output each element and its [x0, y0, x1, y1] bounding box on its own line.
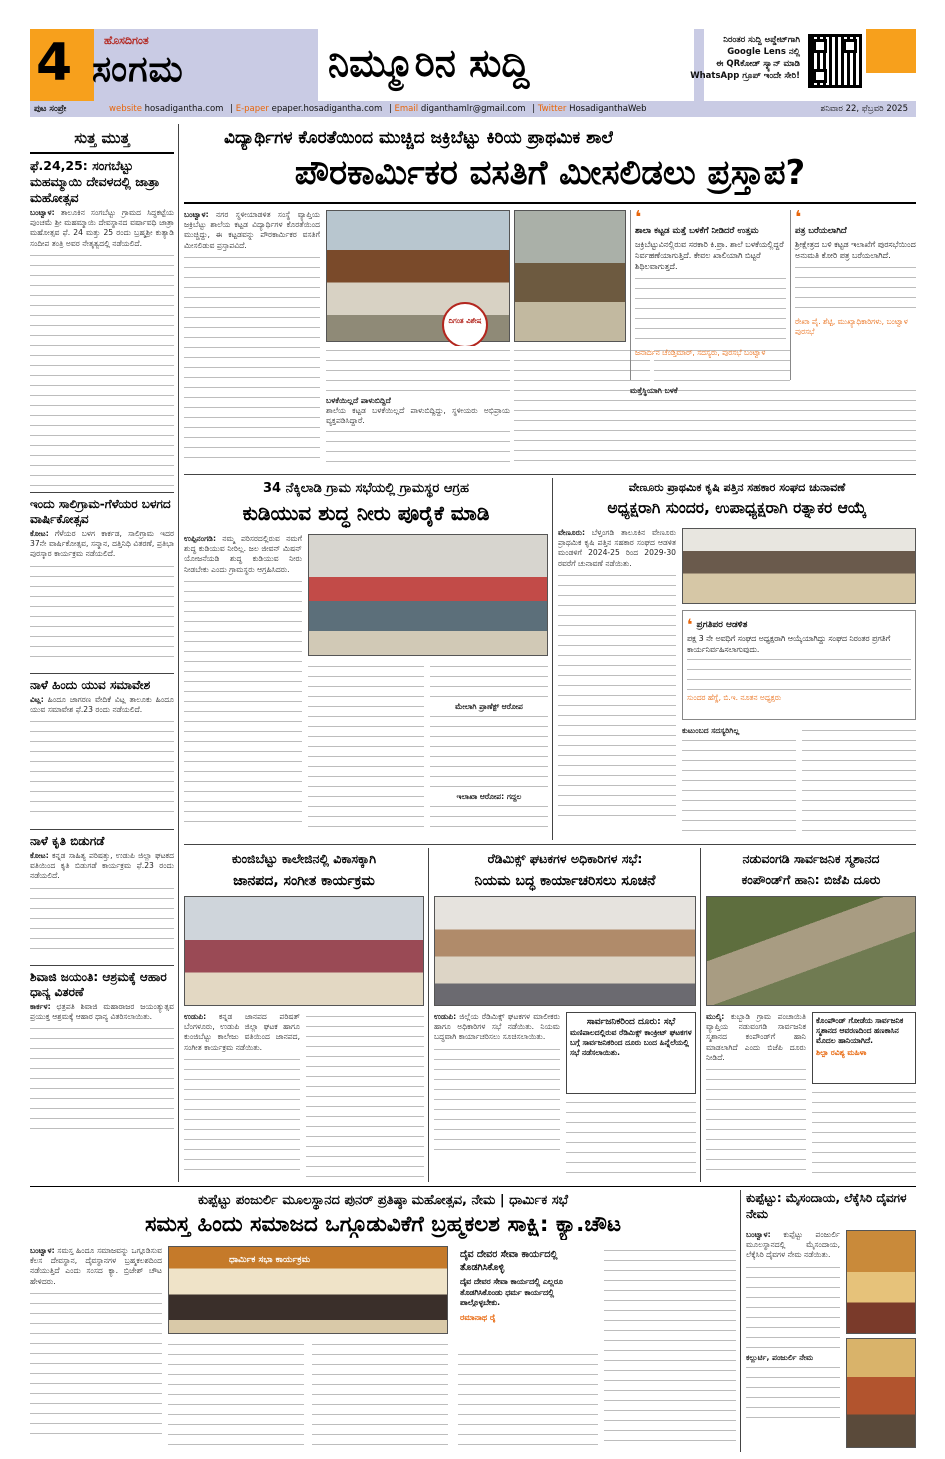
- coop-box: ❛ ಪ್ರಗತಿಪರ ಆಡಳಿತ ಪಕ್ಷ 3 ನೇ ಅವಧಿಗೆ ಸಂಘದ ಅಧ್ಯಕ್ಷರಾಗಿ ಆಯ್ಕೆಯಾಗಿದ್ದು ಸಂಘದ ನಿರಂತರ ಪ್ರಗತಿಗೆ ಕಾರ್ಯನಿರ್ವಹಿಸಲಾಗುವುದು. ಸುಂದರ ಹೆಗ್ಡೆ, ಬಿ.ಇ. ನೂತನ ಅಧ್ಯಕ್ಷರು: [682, 610, 916, 720]
- quote-box-2: ❛ ಪತ್ರ ಬರೆಯಲಾಗಿದೆ ಶ್ರೀಕ್ಷೇತ್ರದ ಬಳಿ ಕಟ್ಟಡ ಇಲಾಖೆಗೆ ಪುರಸಭೆಯಿಂದ ಅನುಮತಿ ಕೋರಿ ಪತ್ರ ಬರೆಯಲಾಗಿದೆ. ರೇಖಾ ಪೈ. ಶೆಟ್ಟಿ, ಮುಖ್ಯಾಧಿಕಾರಿಗಳು, ಬಂಟ್ವಾಳ ಪುರಸಭೆ: [790, 210, 916, 380]
- readymix-box: ಸಾರ್ವಜನಿಕರಿಂದ ದೂರು: ಸಭೆ ಮಣಿಪಾಲದಲ್ಲಿರುವ ರೆಡಿಮಿಕ್ಸ್ ಕಾಂಕ್ರೀಟ್ ಘಟಕಗಳ ಬಗ್ಗೆ ಸಾರ್ವಜನಿಕರಿಂದ ದೂರು ಬಂದ ಹಿನ್ನೆಲೆಯಲ್ಲಿ ಸಭೆ ನಡೆಸಲಾಯಿತು.: [566, 1012, 696, 1094]
- coop-kicker: ವೇಣೂರು ಪ್ರಾಥಮಿಕ ಕೃಷಿ ಪತ್ತಿನ ಸಹಕಾರ ಸಂಘದ ಚುನಾವಣೆ: [628, 481, 846, 494]
- temple-box: ದೈವ ದೇವರ ಸೇವಾ ಕಾರ್ಯದಲ್ಲಿ ತೊಡಗಿಸಿಕೊಳ್ಳಿ ದೈವ ದೇವರ ಸೇವಾ ಕಾರ್ಯದಲ್ಲಿ ಎಲ್ಲರೂ ತೊಡಗಿಸಿಕೊಂಡು ಧರ್ಮ ಕಾರ್ಯದಲ್ಲಿ ಪಾಲ್ಗೊಳ್ಳಬೇಕು. ರಮಾನಾಥ ರೈ: [460, 1249, 563, 1322]
- website-link[interactable]: hosadigantha.com: [144, 104, 224, 114]
- coop-body-col2: ಕುಟುಂಬದ ಸದಸ್ಯರಿಗಿಲ್ಲ: [682, 726, 796, 834]
- masthead: [0, 0, 945, 118]
- temple-body-col1: ಬಂಟ್ವಾಳ: ಸಮಸ್ತ ಹಿಂದೂ ಸಮಾಜವನ್ನು ಒಗ್ಗೂಡಿಸುವ ಕೆಲಸ ದೇವಸ್ಥಾನ, ದೈವಸ್ಥಾನಗಳ ಬ್ರಹ್ಮಕಲಶದಿಂದ ನಡೆಯುತ್ತಿದೆ ಎಂದು ಸಂಸದ ಕ್ಯಾ. ಬ್ರಿಜೇಶ್ ಚೌಟ ಹೇಳಿದರು.: [30, 1246, 162, 1448]
- sutta-headline-1: ಫೆ.24,25: ಸಂಗಬೆಟ್ಟು ಮಹಮ್ಮಾಯಿ ದೇವಳದಲ್ಲಿ ಜಾತ್ರಾ ಮಹೋತ್ಸವ: [30, 158, 160, 205]
- crematorium-box: ಕೊಂಪೌಂಡ್ ಗೋಡೆಯ ಸಾರ್ವಜನಿಕ ಸ್ಮಶಾನದ ಆವರಣದಿಂದ ಹಣಕಾಸಿನ ಮೊದಲ ಹಾನಿಯಾಗಿದೆ. ಶಿಲ್ಪಾ ರವಿಶ್ಯ ಮಹಿಳಾ: [812, 1012, 916, 1084]
- bottom-rule: [30, 1186, 916, 1187]
- sutta-headline-5: ಶಿವಾಜಿ ಜಯಂತಿ: ಆಶ್ರಮಕ್ಕೆ ಆಹಾರ ಧಾನ್ಯ ವಿತರಣೆ: [30, 970, 167, 999]
- water-body-col1: ಉಪ್ಪಿನಂಗಡಿ: ನಮ್ಮ ಪರಿಸರದಲ್ಲಿರುವ ನಮಗೆ ಶುದ್ಧ ಕುಡಿಯುವ ನೀರಿಲ್ಲ. ಜಲ ಜೀವನ್ ಮಿಷನ್ ಯೋಜನೆಯಡಿ ಶುದ್ಧ ಕುಡಿಯುವ ನೀರು ನೀಡಬೇಕು ಎಂದು ಗ್ರಾಮಸ್ಥರು ಆಗ್ರಹಿಸಿದರು.: [184, 534, 302, 834]
- temple-body-col2: [168, 1340, 304, 1448]
- readymix-rule: [700, 848, 701, 1182]
- readymix-story: [434, 848, 696, 1182]
- readymix-photo: [434, 896, 696, 1006]
- lead-photo-2: [514, 210, 626, 342]
- epaper-link[interactable]: epaper.hosadigantha.com: [271, 104, 383, 114]
- lead-headline: ಪೌರಕಾರ್ಮಿಕರ ವಸತಿಗೆ ಮೀಸಲಿಡಲು ಪ್ರಸ್ತಾಪ?: [294, 153, 806, 193]
- issue-date: ಶನಿವಾರ 22, ಫೆಬ್ರವರಿ 2025: [820, 104, 908, 114]
- water-body-col2: [308, 662, 424, 834]
- info-strip: ಪುಟ ಸಂಪ್ರೇ website hosadigantha.com | E-paper epaper.hosadigantha.com | Email diganthamlr@gmail.com | Twitter HosadiganthaWeb ಶನಿವಾರ 22, ಫೆಬ್ರವರಿ 2025: [30, 101, 916, 117]
- temple-body-col3: [312, 1340, 448, 1448]
- lead-body-col2: ಬಳಕೆಯಿಲ್ಲದೆ ಪಾಳುಬಿದ್ದಿದೆ ಶಾಲೆಯ ಕಟ್ಟಡ ಬಳಕೆಯಿಲ್ಲದೆ ಪಾಳುಬಿದ್ದಿದ್ದು, ಸ್ಥಳೀಯರು ಅಭಿಪ್ರಾಯ ವ್ಯಕ್ತಪಡಿಸಿದ್ದಾರೆ.: [326, 346, 510, 466]
- water-photo: [308, 534, 548, 656]
- readymix-kicker: ರೆಡಿಮಿಕ್ಸ್ ಘಟಕಗಳ ಅಧಿಕಾರಿಗಳ ಸಭೆ:: [487, 851, 643, 866]
- nema-story: [746, 1190, 916, 1452]
- college-headline: ಜಾನಪದ, ಸಂಗೀತ ಕಾರ್ಯಕ್ರಮ: [233, 873, 375, 889]
- quote-icon: ❛: [795, 207, 802, 228]
- sutta-body-2: ಕೋಟ: ಗೆಳೆಯರ ಬಳಗ ಕಾರ್ಕಡ, ಸಾಲಿಗ್ರಾಮ ಇದರ 37ನೇ ವಾರ್ಷಿಕೋತ್ಸವ, ಸನ್ಮಾನ, ದತ್ತಿನಿಧಿ ವಿತರಣೆ, ಪ್ರತಿಭಾ ಪುರಸ್ಕಾರ ಕಾರ್ಯಕ್ರಮ ನಡೆಯಲಿದೆ.: [30, 529, 174, 669]
- temple-body-col5: [604, 1246, 736, 1448]
- water-story: [184, 478, 548, 840]
- temple-headline: ಸಮಸ್ತ ಹಿಂದು ಸಮಾಜದ ಒಗ್ಗೂಡುವಿಕೆಗೆ ಬ್ರಹ್ಮಕಲಶ ಸಾಕ್ಷಿ: ಕ್ಯಾ.ಚೌಟ: [144, 1212, 622, 1237]
- nema-body: ಬಂಟ್ವಾಳ: ಕುಪ್ಪೆಟ್ಟು ಪಂಜುರ್ಲಿ ಮೂಲಸ್ಥಾನದಲ್ಲಿ ಮೈಸಂದಾಯ, ಲೆಕ್ಕೆಸಿರಿ ದೈವಗಳ ನೇಮ ನಡೆಯಿತು. ಕಲ್ಲುರ್ಟಿ, ಪಂಜುರ್ಲಿ ನೇಮ: [746, 1230, 840, 1448]
- twitter-link[interactable]: HosadiganthaWeb: [569, 104, 647, 114]
- crematorium-body-col2: [812, 1088, 916, 1178]
- coop-photo: [682, 528, 916, 604]
- sutta-body-4: ಕೋಟ: ಕನ್ನಡ ಸಾಹಿತ್ಯ ಪರಿಷತ್ತು, ಉಡುಪಿ ಜಿಲ್ಲಾ ಘಟಕದ ವತಿಯಿಂದ ಕೃತಿ ಬಿಡುಗಡೆ ಕಾರ್ಯಕ್ರಮ ಫೆ.23 ರಂದು ನಡೆಯಲಿದೆ.: [30, 851, 174, 961]
- readymix-headline: ನಿಯಮ ಬದ್ಧ ಕಾರ್ಯಾಚರಿಸಲು ಸೂಚನೆ: [474, 873, 656, 889]
- mid-rule: [184, 844, 916, 845]
- lead-bottom-rule: [184, 474, 916, 475]
- crematorium-headline-2: ಕಂಪೌಂಡ್‌ಗೆ ಹಾನಿ: ಬಿಜೆಪಿ ದೂರು: [741, 872, 881, 887]
- brand-big: ಸಂಗಮ: [92, 49, 184, 90]
- sutta-mutta-column: [30, 124, 174, 1182]
- coop-body-col1: ವೇಣೂರು: ಬೆಳ್ತಂಗಡಿ ತಾಲೂಕಿನ ವೇಣೂರು ಪ್ರಾಥಮಿಕ ಕೃಷಿ ಪತ್ತಿನ ಸಹಕಾರ ಸಂಘದ ಆಡಳಿತ ಮಂಡಳಿಗೆ 2024-25 ರಿಂದ 2029-30 ರವರೆಗೆ ಚುನಾವಣೆ ನಡೆಯಿತು.: [558, 528, 676, 828]
- college-kicker: ಕುಂಜಿಬೆಟ್ಟು ಕಾಲೇಜಿನಲ್ಲಿ ವಿಕಾಸಕ್ಕಾಗಿ: [231, 851, 377, 866]
- quote-icon: ❛: [635, 207, 642, 228]
- lead-body-col1: ಬಂಟ್ವಾಳ: ನಗರ ಸ್ಥಳೀಯಾಡಳಿತ ಸಂಸ್ಥೆ ವ್ಯಾಪ್ತಿಯ ಜಕ್ರಿಬೆಟ್ಟು ಶಾಲೆಯ ಕಟ್ಟಡ ವಿದ್ಯಾರ್ಥಿಗಳ ಕೊರತೆಯಿಂದ ಮುಚ್ಚಿದ್ದು, ಈ ಕಟ್ಟಡವನ್ನು ಪೌರಕಾರ್ಮಿಕರ ವಸತಿಗೆ ಮೀಸಲಿಡುವ ಪ್ರಸ್ತಾಪವಿದೆ.: [184, 210, 320, 466]
- temple-story: [30, 1190, 736, 1452]
- college-photo: [184, 896, 424, 1006]
- place-label: ಪುಟ ಸಂಪ್ರೇ: [34, 104, 67, 114]
- qr-caption: ನಿರಂತರ ಸುದ್ದಿ ಅಪ್ಡೇಟ್‌ಗಾಗಿ Google Lens ನಲ್ಲಿ ಈ QRಕೋಡ್ ಸ್ಕ್ಯಾನ್ ಮಾಡಿ WhatsApp ಗ್ರೂಪ್ ಇಂದೇ ಸೇರಿ!: [690, 35, 800, 81]
- quote-icon: ❛: [687, 615, 693, 634]
- section-title: ನಿಮ್ಮೂರಿನ ಸುದ್ದಿ: [328, 41, 530, 85]
- lead-story: [184, 124, 916, 472]
- left-column-rule: [178, 124, 179, 1182]
- sutta-body-5: ಕಾರ್ಕಳ: ಛತ್ರಪತಿ ಶಿವಾಜಿ ಮಹಾರಾಜರ ಜಯಂತ್ಯುತ್ಸವ ಪ್ರಯುಕ್ತ ಆಶ್ರಮಕ್ಕೆ ಆಹಾರ ಧಾನ್ಯ ವಿತರಿಸಲಾಯಿತು.: [30, 1002, 174, 1152]
- college-body-col1: ಉಡುಪಿ: ಕನ್ನಡ ಜಾನಪದ ಪರಿಷತ್ ಬೆಂಗಳೂರು, ಉಡುಪಿ ಜಿಲ್ಲಾ ಘಟಕ ಹಾಗೂ ಕುಂಜಿಬೆಟ್ಟು ಕಾಲೇಜು ವತಿಯಿಂದ ಜಾನಪದ, ಸಂಗೀತ ಕಾರ್ಯಕ್ರಮ ನಡೆಯಿತು.: [184, 1012, 300, 1178]
- crematorium-headline-1: ನಡುವಂಗಡಿ ಸಾರ್ವಜನಿಕ ಸ್ಮಶಾನದ: [742, 851, 880, 866]
- digantha-stamp: ದಿಗಂತ ವಿಶೇಷ: [442, 302, 488, 348]
- lead-body-col5: ಮತ್ತೆಸ್ಥಿಯಾಗಿ ಬಳಕೆ: [630, 386, 786, 466]
- crematorium-story: [706, 848, 916, 1182]
- coop-body-col3: [802, 726, 916, 834]
- sutta-body-1: ಬಂಟ್ವಾಳ: ತಾಲೂಕಿನ ಸಂಗಬೆಟ್ಟು ಗ್ರಾಮದ ಸಿದ್ಧಕಟ್ಟೆಯ ಪುಂಚಮೆ ಶ್ರೀ ಮಹಮ್ಮಾಯಿ ದೇವಸ್ಥಾನದ ವರ್ಷಾವಧಿ ಜಾತ್ರಾ ಮಹೋತ್ಸವ ಫೆ. 24 ಮತ್ತು 25 ರಂದು ಬ್ರಹ್ಮಶ್ರೀ ಕುತ್ಯಾಡಿ ಸಂದೀಪ ತಂತ್ರಿ ಅವರ ನೇತೃತ್ವದಲ್ಲಿ ನಡೆಯಲಿದೆ.: [30, 208, 174, 488]
- nema-photo-1: [846, 1230, 916, 1334]
- readymix-body-col1: ಉಡುಪಿ: ಜಿಲ್ಲೆಯ ರೆಡಿಮಿಕ್ಸ್ ಘಟಕಗಳ ಮಾಲೀಕರು ಹಾಗೂ ಅಧಿಕಾರಿಗಳ ಸಭೆ ನಡೆಯಿತು. ನಿಯಮ ಬದ್ಧವಾಗಿ ಕಾರ್ಯಾಚರಿಸಲು ಸೂಚಿಸಲಾಯಿತು.: [434, 1012, 560, 1178]
- nema-photo-2: [846, 1338, 916, 1448]
- crematorium-photo: [706, 896, 916, 1006]
- temple-photo: [168, 1246, 448, 1334]
- qr-code[interactable]: [808, 34, 862, 88]
- sutta-headline-2: ಇಂದು ಸಾಲಿಗ್ರಾಮ-ಗೆಳೆಯರ ಬಳಗದ ವಾರ್ಷಿಕೋತ್ಸವ: [30, 497, 171, 526]
- lead-kicker: ವಿದ್ಯಾರ್ಥಿಗಳ ಕೊರತೆಯಿಂದ ಮುಚ್ಚಿದ ಜಕ್ರಿಬೆಟ್ಟು ಕಿರಿಯ ಪ್ರಾಥಮಿಕ ಶಾಲೆ: [224, 128, 614, 148]
- temple-rule: [740, 1190, 741, 1452]
- college-body-col2: [306, 1012, 424, 1178]
- coop-story: [558, 478, 916, 840]
- sutta-headline-3: ನಾಳೆ ಹಿಂದು ಯುವ ಸಮಾವೇಶ: [30, 678, 151, 692]
- page-number: 4: [36, 33, 73, 93]
- email-link[interactable]: diganthamlr@gmail.com: [420, 104, 526, 114]
- quote-box-1: ❛ ಶಾಲಾ ಕಟ್ಟಡ ಮತ್ತೆ ಬಳಕೆಗೆ ನೀಡಿದರೆ ಉತ್ತಮ ಜಕ್ರಿಬೆಟ್ಟುವಿನಲ್ಲಿರುವ ಸರಕಾರಿ ಕಿ.ಪ್ರಾ. ಶಾಲೆ ಬಳಕೆಯಲ್ಲಿದ್ದರೆ ನಿರ್ವಹಣೆಯಾಗುತ್ತಿದೆ. ಕೇವಲ ಖಾಲಿಯಾಗಿ ಬಿಟ್ಟರೆ ಶಿಥಿಲವಾಗುತ್ತದೆ. ಜನಾರ್ದನ ಚೆಂಡ್ತಿಮಾರ್, ಸದಸ್ಯರು, ಪುರಸಭೆ ಬಂಟ್ವಾಳ: [630, 210, 786, 380]
- coop-headline: ಅಧ್ಯಕ್ಷರಾಗಿ ಸುಂದರ, ಉಪಾಧ್ಯಕ್ಷರಾಗಿ ರತ್ನಾಕರ ಆಯ್ಕೆ: [607, 499, 867, 517]
- brand-small: ಹೊಸದಿಗಂತ: [104, 34, 149, 47]
- college-story: [184, 848, 424, 1182]
- water-body-col3: ಮೇಲಾಗಿ ಪ್ರಾಣೆಕ್ಟ್ ಆರೋಪ ಇಲಾಖಾ ಆರೋಪ: ಗದ್ದಲ: [430, 662, 548, 834]
- crematorium-body-col1: ಮುಲ್ಕಿ: ಕುಬ್ಬಾಡಿ ಗ್ರಾಮ ಪಂಚಾಯಿತಿ ವ್ಯಾಪ್ತಿಯ ನಡುವಂಗಡಿ ಸಾರ್ವಜನಿಕ ಸ್ಮಶಾನದ ಕಂಪೌಂಡ್‌ಗೆ ಹಾನಿ ಮಾಡಲಾಗಿದೆ ಎಂದು ಬಿಜೆಪಿ ದೂರು ನೀಡಿದೆ.: [706, 1012, 806, 1178]
- sutta-headline-4: ನಾಳೆ ಕೃತಿ ಬಿಡುಗಡೆ: [30, 834, 105, 848]
- sutta-mutta-title: ಸುತ್ತ ಮುತ್ತ: [30, 124, 174, 154]
- water-headline: ಕುಡಿಯುವ ಶುದ್ಧ ನೀರು ಪೂರೈಕೆ ಮಾಡಿ: [242, 501, 490, 525]
- nema-headline: ಕುಪ್ಪೆಟ್ಟು: ಮೈಸಂದಾಯ, ಲೆಕ್ಕೆಸಿರಿ ದೈವಗಳ ನೇಮ: [746, 1191, 907, 1221]
- accent-block: [866, 29, 916, 73]
- temple-kicker: ಕುಪ್ಪೆಟ್ಟು ಪಂಜುರ್ಲಿ ಮೂಲಸ್ಥಾನದ ಪುನರ್ ಪ್ರತಿಷ್ಠಾ ಮಹೋತ್ಸವ, ನೇಮ | ಧಾರ್ಮಿಕ ಸಭೆ: [198, 1193, 568, 1208]
- readymix-body-col2: [566, 1098, 696, 1178]
- college-rule: [428, 848, 429, 1182]
- water-kicker: 34 ನೆಕ್ಕಿಲಾಡಿ ಗ್ರಾಮ ಸಭೆಯಲ್ಲಿ ಗ್ರಾಮಸ್ಥರ ಆಗ್ರಹ: [262, 481, 469, 496]
- temple-banner-text: ಧಾರ್ಮಿಕ ಸಭಾ ಕಾರ್ಯಕ್ರಮ: [229, 1255, 311, 1265]
- water-rule: [552, 478, 553, 840]
- lead-body-col6: [790, 386, 916, 466]
- temple-body-col4: [458, 1350, 598, 1448]
- sutta-body-3: ವಿಟ್ಲ: ಹಿಂದೂ ಜಾಗರಣ ವೇದಿಕೆ ವಿಟ್ಲ ತಾಲೂಕು ಹಿಂದೂ ಯುವ ಸಮಾವೇಶ ಫೆ.23 ರಂದು ನಡೆಯಲಿದೆ.: [30, 695, 174, 825]
